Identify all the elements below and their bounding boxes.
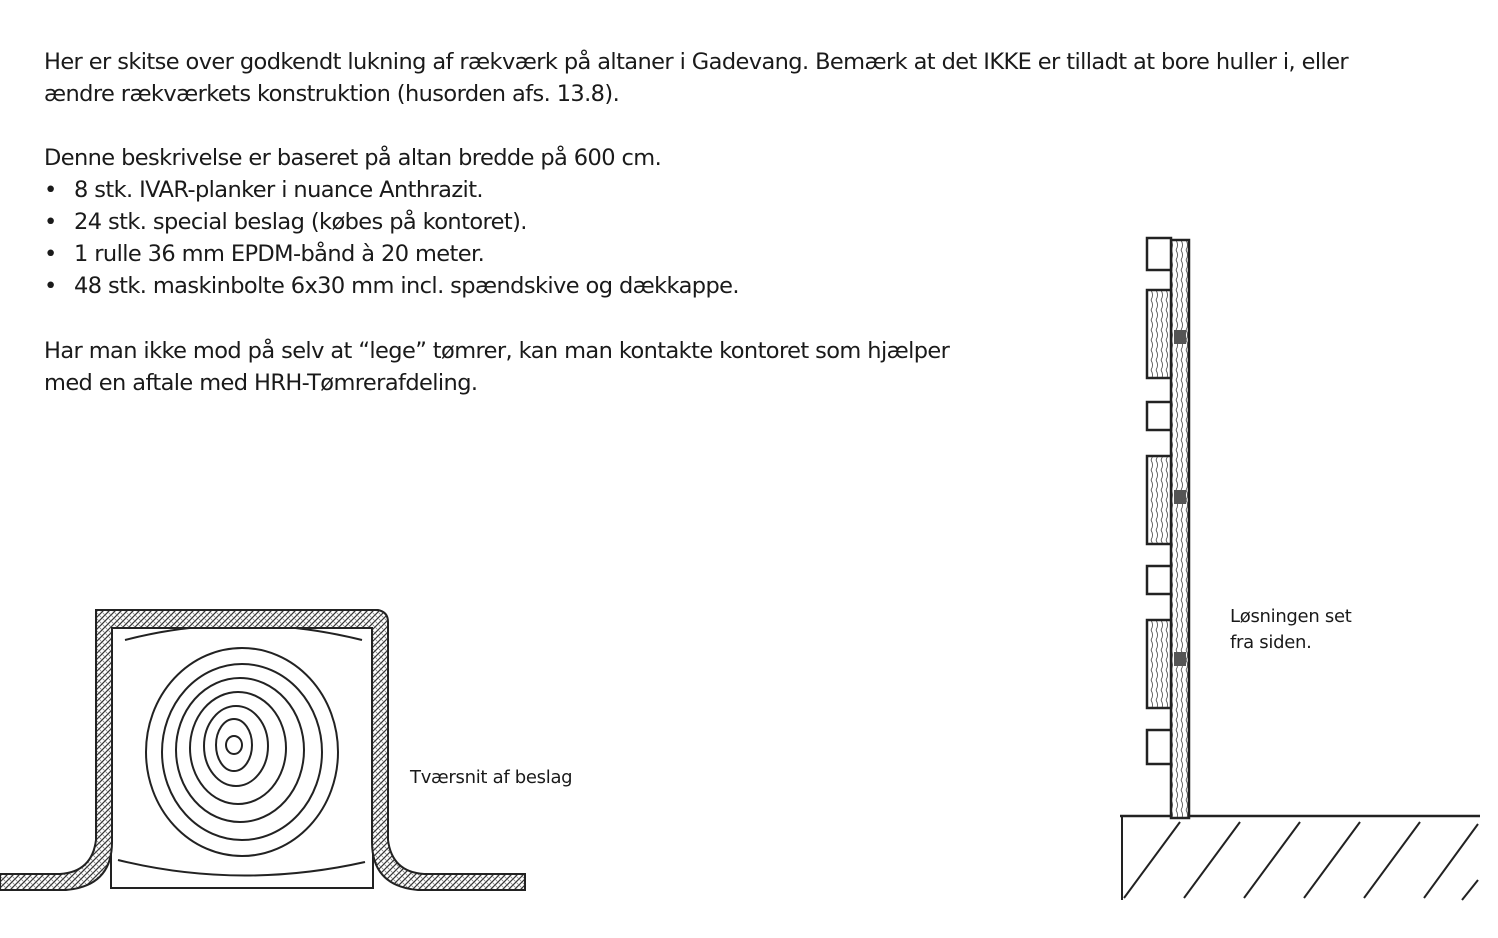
list-item-text: 48 stk. maskinbolte 6x30 mm incl. spændskive og dækkappe. (74, 273, 739, 299)
width-basis-text: Denne beskrivelse er baseret på altan bredde på 600 cm. (44, 145, 662, 171)
list-item-text: 24 stk. special beslag (købes på kontoret). (74, 209, 527, 235)
side-view-drawing (1120, 238, 1480, 900)
side-view-caption: Løsningen set fra siden. (1230, 606, 1352, 653)
bullet-icon: • (44, 177, 57, 203)
ground-hatching-icon (1124, 822, 1478, 900)
bracket-cross-section-drawing (0, 610, 525, 890)
wood-block (111, 628, 373, 888)
cross-section-caption: Tværsnit af beslag (410, 767, 573, 788)
planks (1147, 290, 1171, 708)
help-paragraph: Har man ikke mod på selv at “lege” tømrer, kan man kontakte kontoret som hjælper med en aftale med HRH-Tømrerafdeling. (44, 338, 950, 396)
bullet-icon: • (44, 209, 57, 235)
list-item-text: 8 stk. IVAR-planker i nuance Anthrazit. (74, 177, 483, 203)
bullet-icon: • (44, 273, 57, 299)
list-item-text: 1 rulle 36 mm EPDM-bånd à 20 meter. (74, 241, 485, 267)
vertical-post (1171, 240, 1189, 818)
intro-paragraph: Her er skitse over godkendt lukning af rækværk på altaner i Gadevang. Bemærk at det IKKE er tilladt at bore huller i, eller ændre rækværkets konstruktion (husorden afs. 13.8). (44, 49, 1349, 107)
bullet-icon: • (44, 241, 57, 267)
